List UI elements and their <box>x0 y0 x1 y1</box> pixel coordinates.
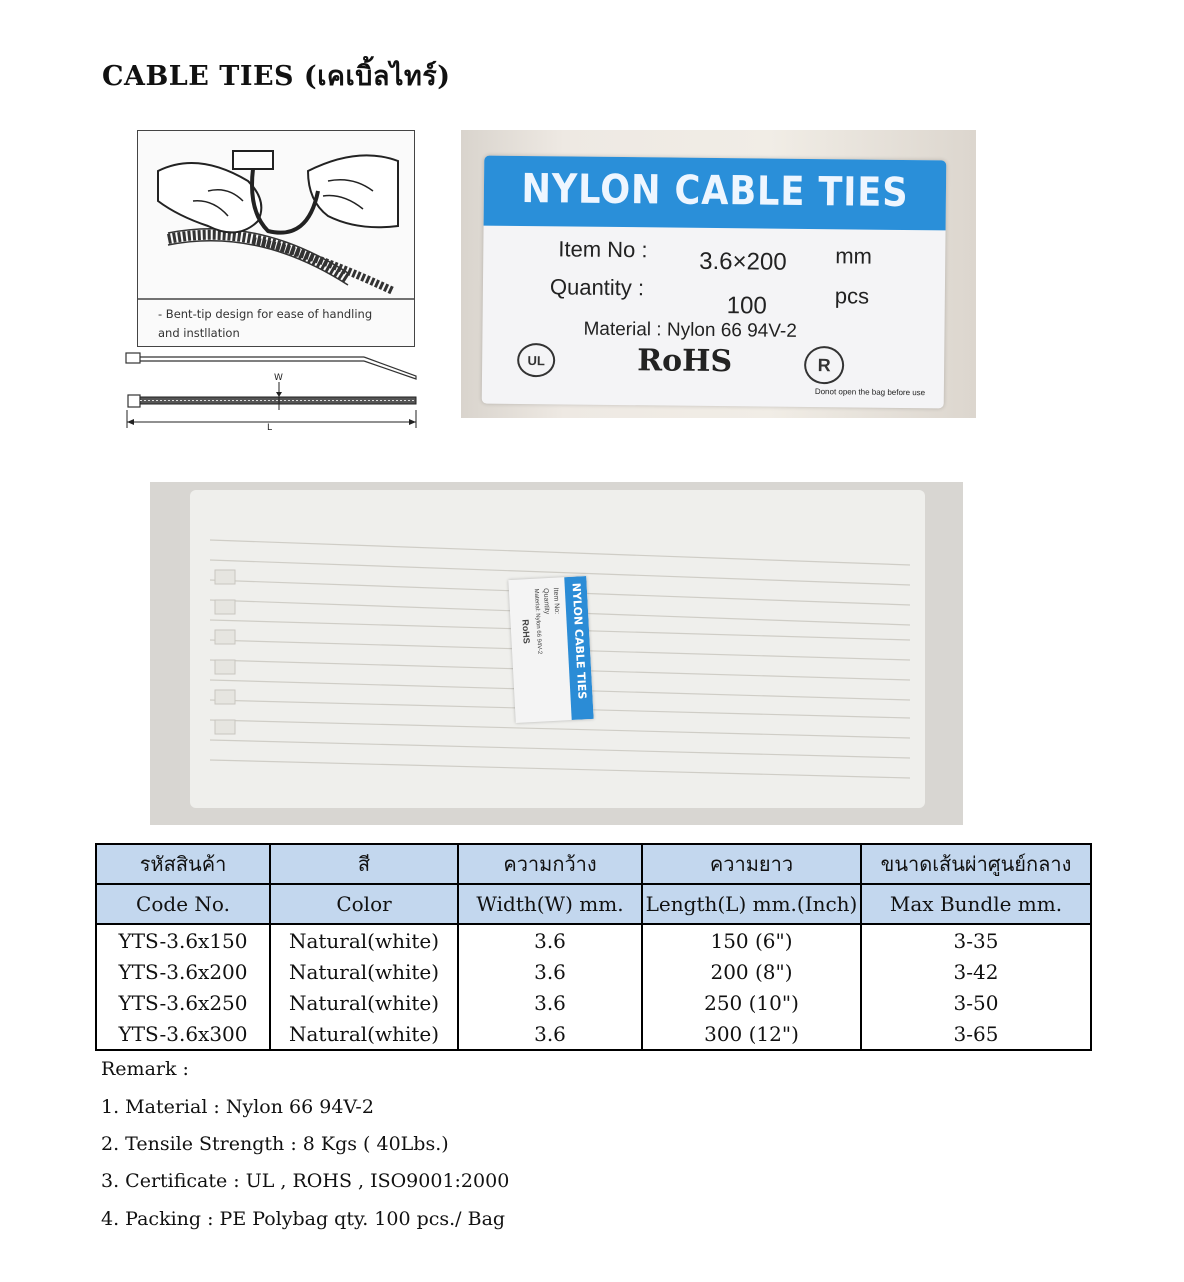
label-band <box>484 156 947 231</box>
table-row <box>96 987 1091 1018</box>
bag-label-line-3: Material: Nylon 66 94V-2 <box>532 588 543 655</box>
cable-ties-bag-photo <box>150 482 963 825</box>
col-header-color-thai: สี <box>270 844 458 884</box>
col-header-width-thai: ความกว้าง <box>458 844 642 884</box>
rohs-mark: RoHS <box>636 343 733 380</box>
remark-item-certificate: 3. Certificate : UL , ROHS , ISO9001:2000 <box>101 1170 510 1192</box>
item-no-unit: mm <box>835 243 873 269</box>
cell-length: 300 (12") <box>642 1018 861 1050</box>
dim-length-label: L <box>267 423 273 432</box>
label-notice: Donot open the bag before use <box>814 387 926 398</box>
col-header-bundle-thai: ขนาดเส้นผ่าศูนย์กลาง <box>861 844 1091 884</box>
bag-label-line-1: Item No: <box>551 587 561 615</box>
cell-width: 3.6 <box>458 956 642 987</box>
header-row-english <box>96 884 1091 924</box>
cell-color: Natural(white) <box>270 956 458 987</box>
cable-tie-dimension-drawing <box>124 350 424 432</box>
quantity-value: 100 <box>726 292 767 320</box>
page-title: CABLE TIES (เคเบิ้ลไทร์) <box>102 61 451 92</box>
quantity-unit: pcs <box>834 283 870 309</box>
diagram-caption-line-2: and instllation <box>158 326 240 340</box>
bag-label <box>508 576 593 723</box>
cell-bundle: 3-42 <box>861 956 1091 987</box>
col-header-code-thai: รหัสสินค้า <box>96 844 270 884</box>
bag-label-line-2: Quantity <box>541 588 551 615</box>
remark-item-tensile: 2. Tensile Strength : 8 Kgs ( 40Lbs.) <box>101 1133 449 1155</box>
cell-width: 3.6 <box>458 987 642 1018</box>
cell-code: YTS-3.6x150 <box>96 924 270 956</box>
cell-width: 3.6 <box>458 924 642 956</box>
item-no-label: Item No : <box>558 236 648 263</box>
label-band-title: NYLON CABLE TIES <box>521 165 909 217</box>
bent-tip-diagram <box>137 130 415 347</box>
remark-item-packing: 4. Packing : PE Polybag qty. 100 pcs./ Bag <box>101 1208 506 1230</box>
cell-code: YTS-3.6x300 <box>96 1018 270 1050</box>
table-row <box>96 956 1091 987</box>
cell-code: YTS-3.6x200 <box>96 956 270 987</box>
cell-color: Natural(white) <box>270 987 458 1018</box>
table-row <box>96 1018 1091 1050</box>
cell-bundle: 3-35 <box>861 924 1091 956</box>
cell-width: 3.6 <box>458 1018 642 1050</box>
col-header-code: Code No. <box>96 884 270 924</box>
bag-label-line-4: RoHS <box>520 619 532 645</box>
bag-label-title: NYLON CABLE TIES <box>569 582 589 700</box>
cell-bundle: 3-50 <box>861 987 1091 1018</box>
remark-item-material: 1. Material : Nylon 66 94V-2 <box>101 1096 374 1118</box>
product-label-photo <box>461 130 976 418</box>
cell-color: Natural(white) <box>270 924 458 956</box>
col-header-length: Length(L) mm.(Inch) <box>642 884 861 924</box>
col-header-color: Color <box>270 884 458 924</box>
product-label <box>482 156 947 409</box>
cell-code: YTS-3.6x250 <box>96 987 270 1018</box>
cell-bundle: 3-65 <box>861 1018 1091 1050</box>
remark-heading: Remark : <box>101 1058 189 1080</box>
item-no-value: 3.6×200 <box>699 247 787 276</box>
col-header-width: Width(W) mm. <box>458 884 642 924</box>
header-row-thai <box>96 844 1091 884</box>
col-header-length-thai: ความยาว <box>642 844 861 884</box>
table-row <box>96 924 1091 956</box>
cell-length: 200 (8") <box>642 956 861 987</box>
polybag <box>190 490 925 808</box>
cell-length: 250 (10") <box>642 987 861 1018</box>
cell-color: Natural(white) <box>270 1018 458 1050</box>
ul-mark-icon: UL <box>517 343 555 377</box>
cell-length: 150 (6") <box>642 924 861 956</box>
r-mark-icon: R <box>804 346 844 384</box>
col-header-bundle: Max Bundle mm. <box>861 884 1091 924</box>
material-line: Material : Nylon 66 94V-2 <box>583 318 797 342</box>
diagram-caption-line-1: - Bent-tip design for ease of handling <box>158 307 373 321</box>
dim-width-label: W <box>274 373 283 383</box>
quantity-label: Quantity : <box>549 274 645 301</box>
spec-table <box>95 843 1092 1051</box>
